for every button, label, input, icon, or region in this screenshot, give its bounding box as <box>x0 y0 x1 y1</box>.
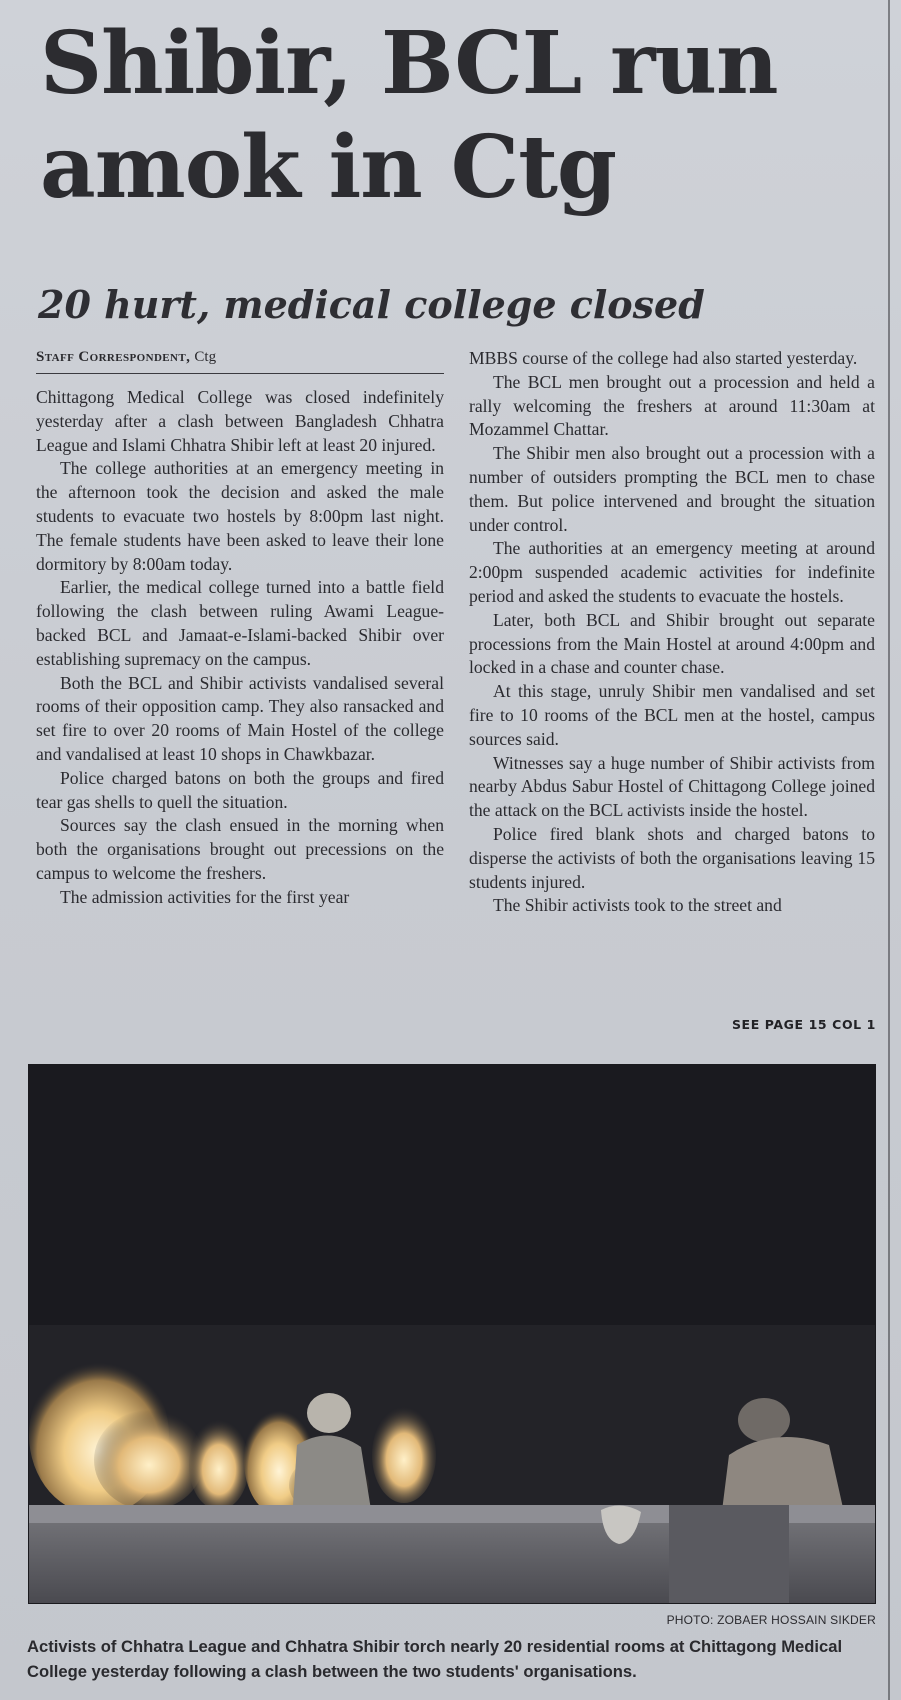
byline-location: Ctg <box>194 349 217 365</box>
photo-caption: Activists of Chhatra League and Chhatra Shibir torch nearly 20 residential rooms at Chittagong Medical College yesterday following a clash between the two students' organisations. <box>27 1637 843 1681</box>
paragraph: MBBS course of the college had also started yesterday. <box>469 348 858 368</box>
paragraph: Police charged batons on both the groups and fired tear gas shells to quell the situation. <box>36 767 444 812</box>
paragraph: Police fired blank shots and charged batons to disperse the activists of both the organisations leaving 15 students injured. <box>469 823 875 892</box>
paragraph: The Shibir men also brought out a procession with a number of outsiders prompting the BCL men to chase them. But police intervened and brought the situation under control. <box>469 443 875 535</box>
paragraph: The authorities at an emergency meeting at around 2:00pm suspended academic activities for indefinite period and asked the students to evacuate the hostels. <box>469 538 875 606</box>
subheadline: 20 hurt, medical college closed <box>38 282 705 327</box>
paragraph: Later, both BCL and Shibir brought out separate processions from the Main Hostel at around 4:00pm and locked in a chase and counter chase. <box>469 609 875 678</box>
paragraph: The admission activities for the first year <box>60 886 350 907</box>
headline: Shibir, BCL run amok in Ctg <box>40 13 778 218</box>
paragraph: At this stage, unruly Shibir men vandalised and set fire to 10 rooms of the BCL men at the hostel, campus sources said. <box>469 681 875 749</box>
continuation-note: SEE PAGE 15 COL 1 <box>731 1017 876 1032</box>
byline-name: Staff Correspondent, <box>36 349 195 365</box>
paragraph: Chittagong Medical College was closed indefinitely yesterday after a clash between Bangladesh Chhatra League and Islami Chhatra Shibir left at least 20 injured. <box>36 387 444 455</box>
article-column-right <box>469 347 875 918</box>
photo-credit: PHOTO: ZOBAER HOSSAIN SIKDER <box>666 1613 876 1627</box>
paragraph: Earlier, the medical college turned into a battle field following the clash between ruling Awami League-backed BCL and Jamaat-e-Islami-backed Shibir over establishing supremacy on the campus. <box>36 577 444 669</box>
news-photo <box>28 1064 876 1604</box>
article-column-left <box>36 386 444 910</box>
byline-rule <box>36 373 444 374</box>
column-rule <box>888 0 890 1700</box>
paragraph: Witnesses say a huge number of Shibir activists from nearby Abdus Sabur Hostel of Chittagong College joined the attack on the BCL activists inside the hostel. <box>469 752 875 821</box>
paragraph: Sources say the clash ensued in the morning when both the organisations brought out precessions on the campus to welcome the freshers. <box>36 815 444 883</box>
paragraph: The Shibir activists took to the street and <box>493 895 782 916</box>
paragraph: Both the BCL and Shibir activists vandalised several rooms of their opposition camp. They also ransacked and set fire to over 20 rooms of Main Hostel of the college and vandalised at least 10 shops in Chawkbazar. <box>36 672 444 764</box>
fire-scene-illustration <box>29 1065 875 1603</box>
paragraph: The BCL men brought out a procession and held a rally welcoming the freshers at around 11:30am at Mozammel Chattar. <box>469 371 875 440</box>
paragraph: The college authorities at an emergency meeting in the afternoon took the decision and asked the male students to evacuate two hostels by 8:00pm last night. The female students have been asked to leave their lone dormitory by 8:00am today. <box>36 458 444 574</box>
byline <box>36 349 444 366</box>
